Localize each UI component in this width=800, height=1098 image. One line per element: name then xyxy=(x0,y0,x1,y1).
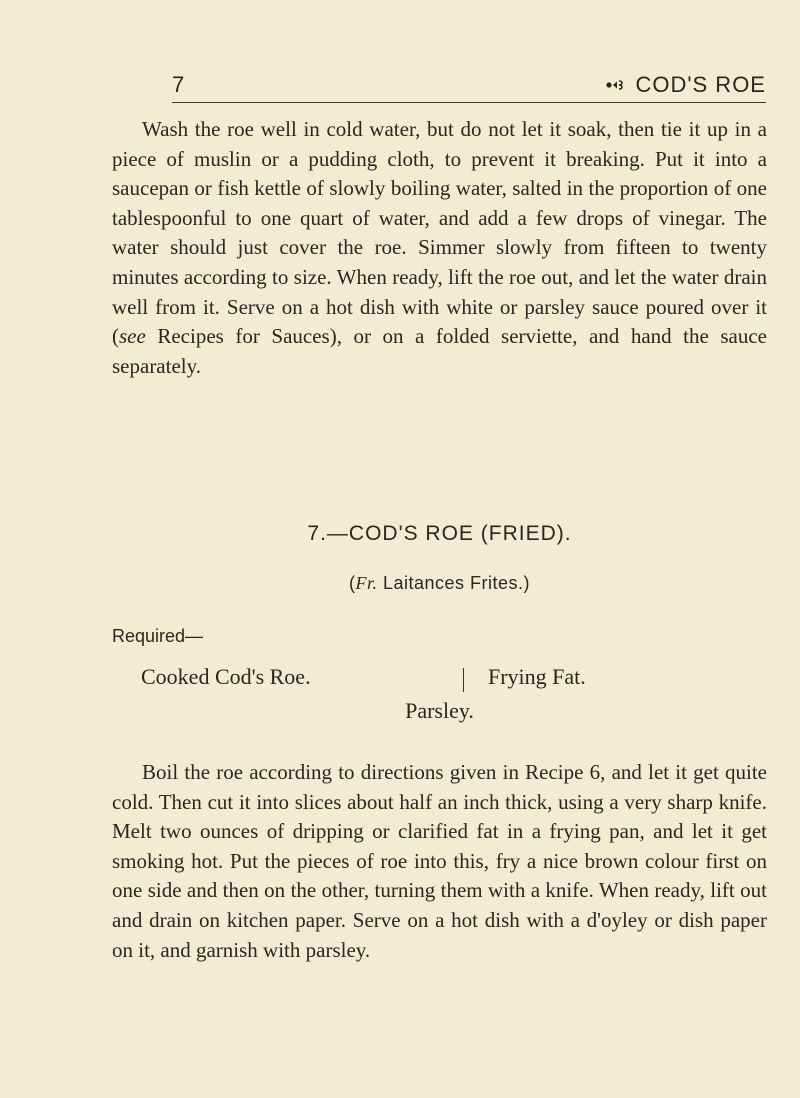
subheading-open: ( xyxy=(348,573,356,593)
recipe-heading: 7.—COD'S ROE (FRIED). xyxy=(307,522,572,545)
ingredient-cooked-cods-roe: Cooked Cod's Roe. xyxy=(141,664,311,689)
ornament-icon xyxy=(605,78,629,92)
ingredient-divider xyxy=(463,668,464,692)
running-title xyxy=(605,72,766,98)
ingredients-list xyxy=(112,664,767,732)
method-paragraph: Boil the roe according to directions given in Recipe 6, and let it get quite cold. Then cut it into slices about half an inch thick, using a very sharp knife. Melt two ounces of dripping or clarified fat in a frying pan, and let it get smoking hot. Put the pieces of roe into this, fry a nice brown colour first on one side and then on the other, turning them with a knife. When ready, lift out and drain on kitchen paper. Serve on a hot dish with a d'oyley or dish paper on it, and garnish with parsley. xyxy=(112,760,767,962)
required-label: Required— xyxy=(112,626,204,646)
ingredient-frying-fat: Frying Fat. xyxy=(488,664,586,689)
intro-paragraph xyxy=(112,115,767,381)
ingredients-row xyxy=(112,664,767,698)
page-number: 7 xyxy=(172,72,185,97)
subheading-text: Laitances Frites.) xyxy=(377,573,531,593)
intro-text-a: Wash the roe well in cold water, but do not let it soak, then tie it up in a piece of muslin or a pudding cloth, to prevent it breaking. Put it into a saucepan or fish kettle of slowly boiling water, salted in the proportion of one tablespoonful to one quart of water, and add a few drops of vinegar. The water should just cover the roe. Simmer slowly from fifteen to twenty minutes according to size. When ready, lift the roe out, and let the water drain well from it. Serve on a hot dish with white or parsley sauce poured over it ( xyxy=(112,117,767,349)
running-title-text: COD'S ROE xyxy=(635,72,766,97)
ingredients-row xyxy=(112,698,767,732)
recipe-subheading xyxy=(112,573,767,594)
intro-text-italic: see xyxy=(119,324,146,349)
header-rule xyxy=(172,102,766,103)
running-head xyxy=(172,72,766,102)
subheading-fr: Fr. xyxy=(355,573,378,593)
intro-text-b: Recipes for Sauces), or on a folded serviette, and hand the sauce separately. xyxy=(112,324,767,378)
ingredient-parsley: Parsley. xyxy=(405,698,474,723)
